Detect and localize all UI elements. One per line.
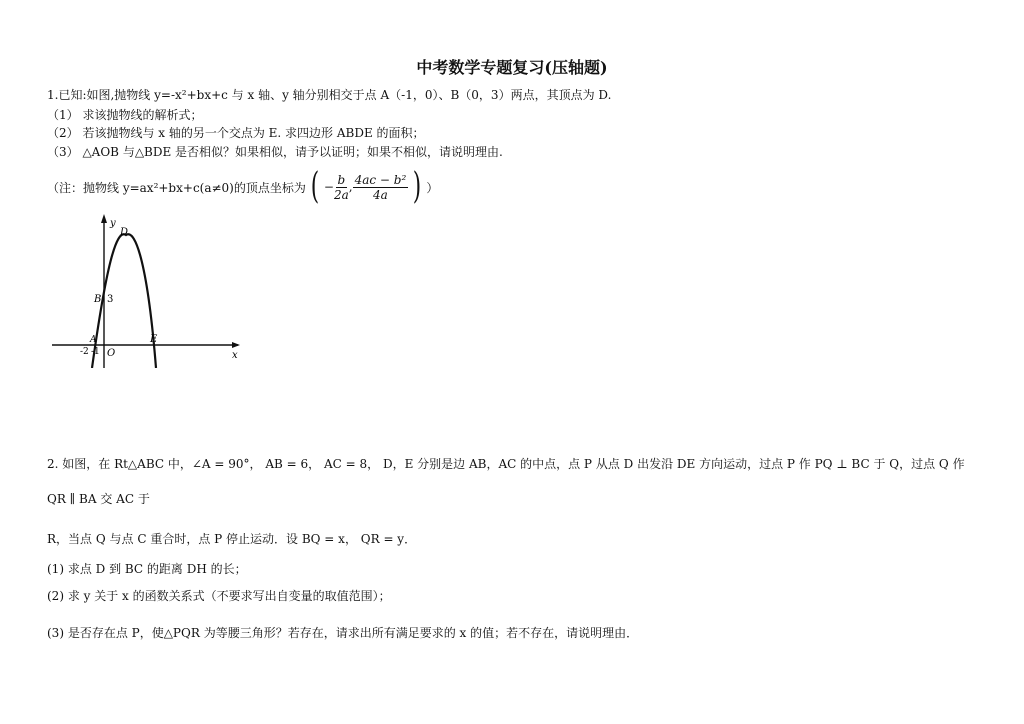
problem2-line2: QR ∥ BA 交 AC 于 bbox=[47, 492, 150, 506]
x-axis-arrow bbox=[232, 342, 240, 348]
y-axis-arrow bbox=[101, 214, 107, 223]
page-title: 中考数学专题复习(压轴题) bbox=[416, 58, 608, 77]
tick-neg2-label: -2 bbox=[80, 347, 89, 357]
vertex-formula-note bbox=[47, 166, 438, 208]
point-d-label: D bbox=[120, 227, 129, 238]
parabola-curve bbox=[92, 234, 156, 368]
point-e-label: E bbox=[150, 334, 158, 345]
tick-neg1-label: -1 bbox=[91, 347, 100, 357]
fraction-y bbox=[353, 173, 409, 202]
problem1-question2: （2） 若该抛物线与 x 轴的另一个交点为 E. 求四边形 ABDE 的面积； bbox=[47, 126, 425, 140]
point-a-label: A bbox=[90, 335, 97, 345]
comma: , bbox=[348, 180, 353, 194]
problem1-question3: （3） △AOB 与△BDE 是否相似？如果相似，请予以证明；如果不相似，请说明理由. bbox=[47, 145, 503, 159]
fraction-x bbox=[334, 173, 349, 202]
point-b-label: B bbox=[94, 294, 102, 305]
note-prefix: （注：抛物线 y=ax²+bx+c(a≠0)的顶点坐标为 bbox=[47, 180, 306, 195]
problem2-question2: (2) 求 y 关于 x 的函数关系式（不要求写出自变量的取值范围）； bbox=[47, 589, 391, 603]
left-paren: ( bbox=[310, 166, 320, 207]
problem1-stem: 1.已知:如图,抛物线 y=-x²+bx+c 与 x 轴、y 轴分别相交于点 A（-1，0）、B（0，3）两点，其顶点为 D. bbox=[47, 88, 612, 102]
minus-sign: − bbox=[323, 180, 334, 194]
b-value-label: 3 bbox=[107, 294, 114, 305]
fraction-y-denominator: 4a bbox=[373, 187, 388, 202]
problem2-line3: R，当点 Q 与点 C 重合时，点 P 停止运动．设 BQ = x， QR = y． bbox=[47, 532, 417, 546]
problem2-question3: (3) 是否存在点 P，使△PQR 为等腰三角形？若存在，请求出所有满足要求的 x 的值；若不存在，请说明理由． bbox=[47, 626, 639, 640]
fraction-y-numerator: 4ac − b² bbox=[354, 172, 407, 187]
parabola-graph bbox=[46, 208, 246, 368]
problem2-line1: 2. 如图，在 Rt△ABC 中，∠A = 90°， AB = 6， AC = 8， D，E 分别是边 AB，AC 的中点，点 P 从点 D 出发沿 DE 方向运动，过点 P 作 PQ ⊥ BC 于 Q，过点 Q 作 bbox=[47, 457, 965, 471]
note-suffix: ） bbox=[426, 180, 439, 195]
fraction-x-numerator: b bbox=[337, 172, 346, 187]
fraction-x-denominator: 2a bbox=[333, 187, 349, 202]
problem1-question1: （1） 求该抛物线的解析式； bbox=[47, 108, 203, 122]
x-axis-label: x bbox=[232, 350, 238, 361]
right-paren: ) bbox=[413, 166, 422, 207]
problem2-question1: (1) 求点 D 到 BC 的距离 DH 的长； bbox=[47, 562, 247, 576]
y-axis-label: y bbox=[110, 218, 116, 229]
origin-label: O bbox=[107, 348, 116, 359]
